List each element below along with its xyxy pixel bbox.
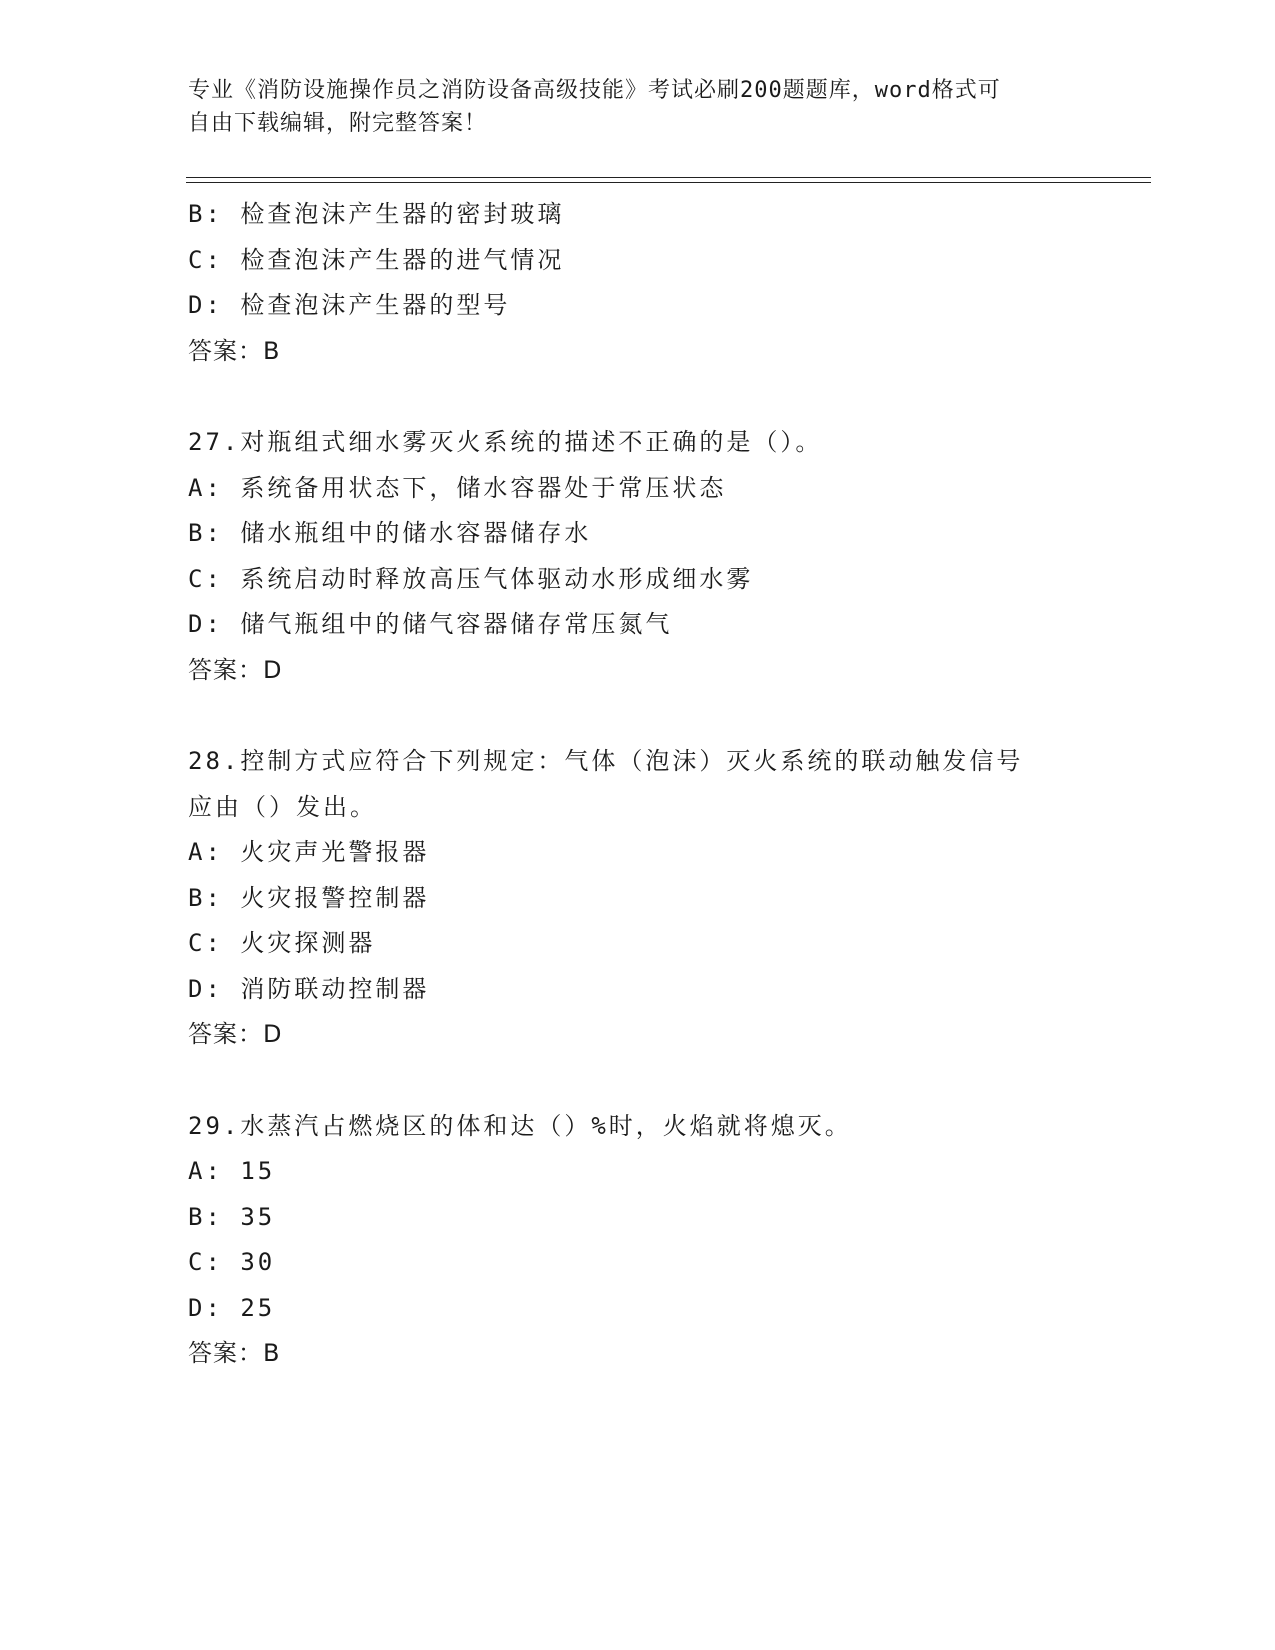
option-c: C: 火灾探测器 xyxy=(188,929,376,957)
spacer xyxy=(188,1058,1088,1104)
option-b: B: 检查泡沫产生器的密封玻璃 xyxy=(188,200,565,228)
answer: 答案：B xyxy=(188,336,281,365)
question-stem: 27.对瓶组式细水雾灭火系统的描述不正确的是（）。 xyxy=(188,428,823,456)
question-stem-line-1: 28.控制方式应符合下列规定：气体（泡沫）灭火系统的联动触发信号 xyxy=(188,747,1024,775)
header-divider-top xyxy=(186,177,1151,178)
option-a: A: 15 xyxy=(188,1157,276,1185)
answer: 答案：B xyxy=(188,1339,281,1367)
option-b: B: 火灾报警控制器 xyxy=(188,883,430,912)
question-26-continued xyxy=(188,192,1088,374)
option-d: D: 25 xyxy=(188,1293,276,1322)
option-d: D: 消防联动控制器 xyxy=(188,974,430,1003)
question-29 xyxy=(188,1104,1088,1377)
header-line-1: 专业《消防设施操作员之消防设备高级技能》考试必刷200题题库，word格式可 xyxy=(188,78,1001,103)
option-b: B: 储水瓶组中的储水容器储存水 xyxy=(188,519,592,547)
option-a: A: 系统备用状态下，储水容器处于常压状态 xyxy=(188,473,727,502)
option-a: A: 火灾声光警报器 xyxy=(188,838,430,866)
header-line-2: 自由下载编辑，附完整答案！ xyxy=(188,111,488,136)
question-stem-line-2: 应由（）发出。 xyxy=(188,792,377,821)
question-list xyxy=(188,192,1088,1377)
header-divider-bottom xyxy=(186,182,1151,183)
document-header xyxy=(188,74,1088,140)
option-d: D: 储气瓶组中的储气容器储存常压氮气 xyxy=(188,610,673,638)
spacer xyxy=(188,374,1088,420)
question-stem: 29.水蒸汽占燃烧区的体和达（）%时，火焰就将熄灭。 xyxy=(188,1111,852,1140)
question-27 xyxy=(188,420,1088,693)
answer: 答案：D xyxy=(188,655,283,684)
answer: 答案：D xyxy=(188,1020,283,1048)
option-c: C: 系统启动时释放高压气体驱动水形成细水雾 xyxy=(188,564,754,593)
question-28 xyxy=(188,739,1088,1058)
option-d: D: 检查泡沫产生器的型号 xyxy=(188,291,511,319)
option-b: B: 35 xyxy=(188,1202,276,1231)
option-c: C: 30 xyxy=(188,1248,276,1276)
spacer xyxy=(188,693,1088,739)
option-c: C: 检查泡沫产生器的进气情况 xyxy=(188,245,565,274)
